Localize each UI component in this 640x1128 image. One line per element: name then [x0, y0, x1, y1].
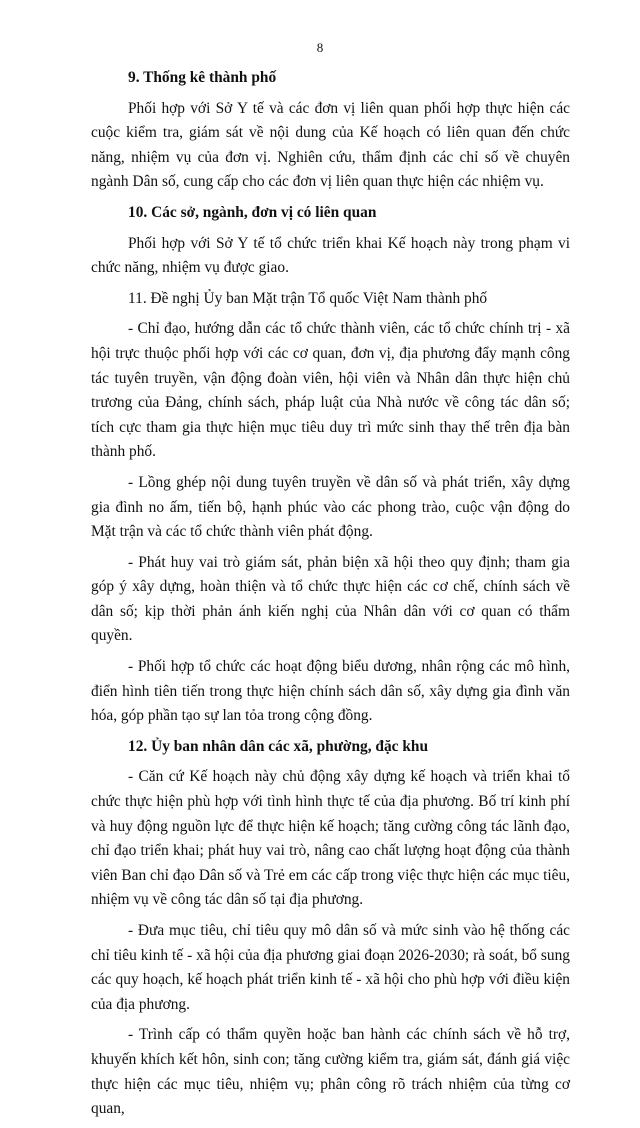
- section-heading-10: 10. Các sở, ngành, đơn vị có liên quan: [128, 203, 377, 221]
- section-11-paragraph: - Chỉ đạo, hướng dẫn các tổ chức thành viên, các tổ chức chính trị - xã hội trực thuộc phối hợp với các cơ quan, đơn vị, địa phương đẩy mạnh công tác tuyên truyền, vận động đoàn viên, hội viên và Nhân dân thực hiện chủ trương của Đảng, chính sách, pháp luật của Nhà nước về công tác dân số; tích cực tham gia thực hiện mục tiêu duy trì mức sinh thay thế trên địa bàn thành phố.: [91, 320, 570, 461]
- section-11-paragraph: - Phát huy vai trò giám sát, phản biện xã hội theo quy định; tham gia góp ý xây dựng, hoàn thiện và tổ chức thực hiện các cơ chế, chính sách về dân số; kịp thời phản ánh kiến nghị của Nhân dân với cơ quan có thẩm quyền.: [91, 553, 570, 645]
- section-heading-12: 12. Ủy ban nhân dân các xã, phường, đặc khu: [128, 737, 429, 755]
- document-body: [91, 66, 570, 1128]
- section-10-paragraph: Phối hợp với Sở Y tế tổ chức triển khai Kế hoạch này trong phạm vi chức năng, nhiệm vụ được giao.: [91, 234, 570, 277]
- page-number: 8: [316, 40, 324, 55]
- section-9-paragraph: Phối hợp với Sở Y tế và các đơn vị liên quan phối hợp thực hiện các cuộc kiểm tra, giám sát về nội dung của Kế hoạch có liên quan đến chức năng, nhiệm vụ của đơn vị. Nghiên cứu, thẩm định các chỉ số về chuyên ngành Dân số, cung cấp cho các đơn vị liên quan thực hiện các nhiệm vụ.: [91, 99, 570, 191]
- section-heading-9: 9. Thống kê thành phố: [128, 69, 277, 86]
- section-11-paragraph: - Lồng ghép nội dung tuyên truyền về dân số và phát triển, xây dựng gia đình no ấm, tiến bộ, hạnh phúc vào các phong trào, cuộc vận động do Mặt trận và các tổ chức thành viên phát động.: [91, 473, 570, 541]
- section-12-paragraph: - Đưa mục tiêu, chỉ tiêu quy mô dân số và mức sinh vào hệ thống các chỉ tiêu kinh tế - xã hội của địa phương giai đoạn 2026-2030; rà soát, bổ sung các quy hoạch, kế hoạch phát triển kinh tế - xã hội cho phù hợp với điều kiện của địa phương.: [91, 922, 570, 1013]
- section-12-paragraph: - Căn cứ Kế hoạch này chủ động xây dựng kế hoạch và triển khai tổ chức thực hiện phù hợp với tình hình thực tế của địa phương. Bố trí kinh phí và huy động nguồn lực để thực hiện kế hoạch; tăng cường công tác lãnh đạo, chỉ đạo triển khai; phát huy vai trò, nâng cao chất lượng hoạt động của thành viên Ban chỉ đạo Dân số và Trẻ em các cấp trong việc thực hiện các mục tiêu, nhiệm vụ về công tác dân số tại địa phương.: [91, 768, 570, 909]
- section-11-paragraph: - Phối hợp tổ chức các hoạt động biểu dương, nhân rộng các mô hình, điển hình tiên tiến trong thực hiện chính sách dân số, xây dựng gia đình văn hóa, góp phần tạo sự lan tỏa trong cộng đồng.: [91, 658, 570, 725]
- section-heading-11: 11. Đề nghị Ủy ban Mặt trận Tổ quốc Việt Nam thành phố: [128, 289, 488, 307]
- section-12-paragraph: - Trình cấp có thẩm quyền hoặc ban hành các chính sách về hỗ trợ, khuyến khích kết hôn, sinh con; tăng cường kiểm tra, giám sát, đánh giá việc thực hiện các mục tiêu, nhiệm vụ; phân công rõ trách nhiệm của từng cơ quan,: [91, 1026, 570, 1118]
